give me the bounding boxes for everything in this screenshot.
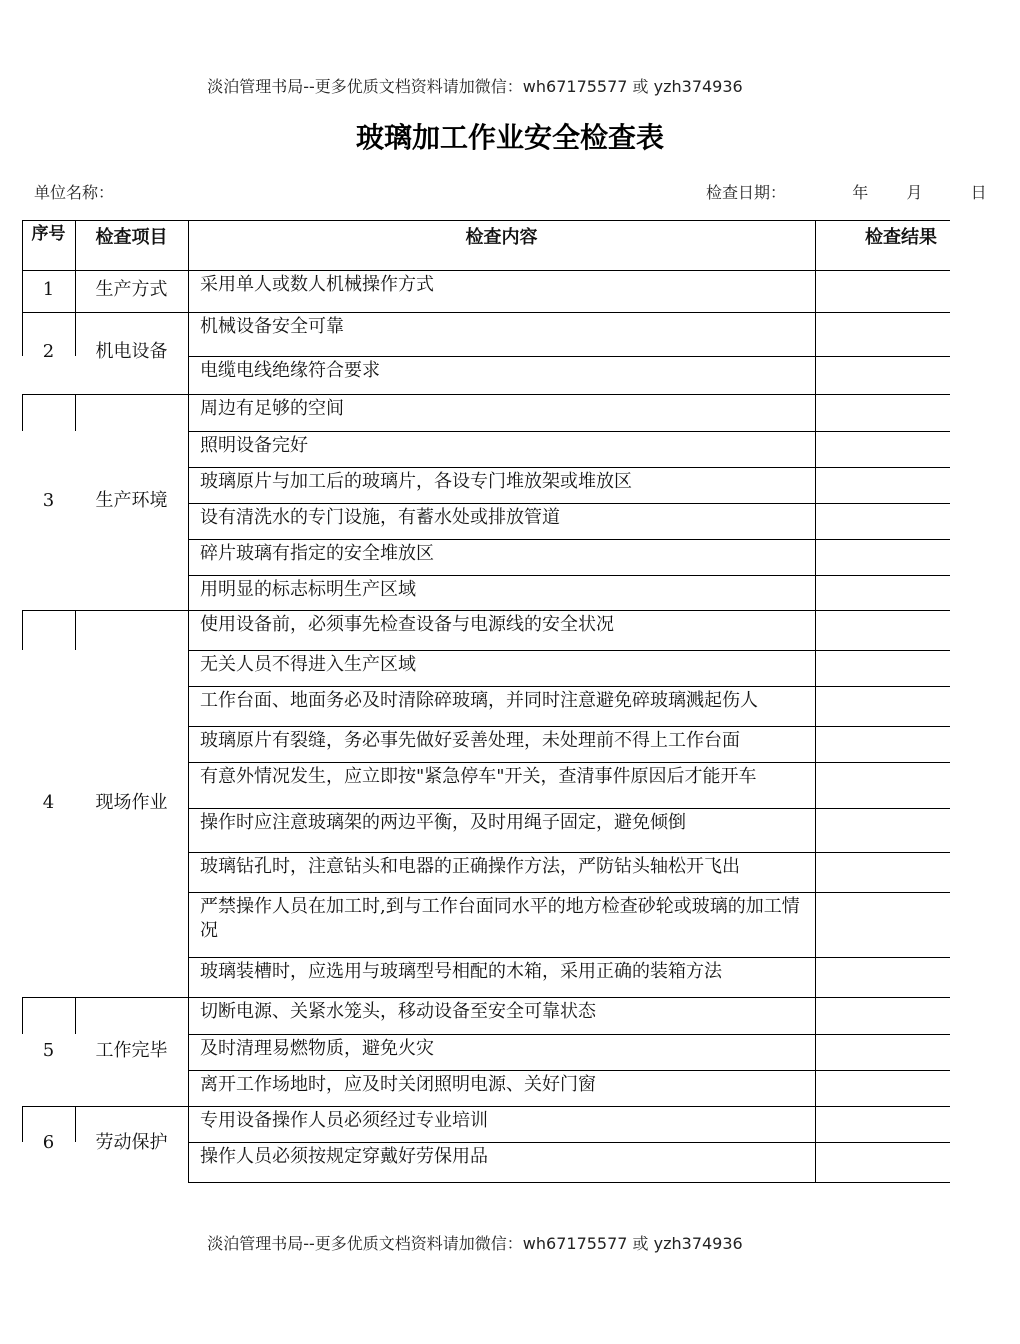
unit-name-label: 单位名称： — [34, 183, 115, 202]
result-cell[interactable] — [817, 998, 950, 1034]
result-cell[interactable] — [817, 504, 950, 539]
date-month: 月 — [906, 183, 923, 202]
group-left-border — [22, 997, 23, 1034]
check-content: 玻璃原片与加工后的玻璃片，各设专门堆放架或堆放区 — [200, 471, 632, 492]
row-number: 6 — [42, 1132, 55, 1153]
result-cell[interactable] — [817, 313, 950, 356]
result-cell[interactable] — [817, 853, 950, 892]
inspection-date — [706, 180, 987, 203]
inspection-item: 生产环境 — [95, 490, 168, 511]
header-result: 检查结果 — [865, 227, 937, 248]
group-left-border — [22, 610, 23, 650]
group-top-border — [22, 610, 188, 611]
check-content: 离开工作场地时，应及时关闭照明电源、关好门窗 — [200, 1074, 596, 1095]
result-cell[interactable] — [817, 763, 950, 808]
result-cell[interactable] — [817, 576, 950, 610]
inspection-item: 生产方式 — [95, 279, 168, 300]
result-cell[interactable] — [817, 540, 950, 575]
result-cell[interactable] — [817, 1035, 950, 1070]
inspection-item: 机电设备 — [95, 341, 168, 362]
group-left-border — [75, 610, 76, 650]
check-content: 玻璃钻孔时，注意钻头和电器的正确操作方法，严防钻头轴松开飞出 — [200, 856, 740, 877]
result-cell[interactable] — [817, 651, 950, 686]
result-cell[interactable] — [817, 893, 950, 957]
check-content: 用明显的标志标明生产区域 — [200, 579, 416, 600]
row-number: 2 — [42, 341, 55, 362]
check-content: 机械设备安全可靠 — [200, 316, 344, 337]
row-number: 1 — [42, 279, 55, 300]
result-cell[interactable] — [817, 809, 950, 852]
result-cell[interactable] — [817, 1107, 950, 1142]
check-content: 采用单人或数人机械操作方式 — [200, 274, 434, 295]
check-content: 电缆电线绝缘符合要求 — [200, 360, 380, 381]
group-top-border — [22, 312, 188, 313]
date-label: 检查日期： — [706, 183, 787, 202]
group-top-border — [22, 1106, 188, 1107]
check-content: 无关人员不得进入生产区域 — [200, 654, 416, 675]
check-content: 设有清洗水的专门设施，有蓄水处或排放管道 — [200, 507, 560, 528]
row-number: 4 — [42, 791, 55, 813]
date-year: 年 — [852, 183, 869, 202]
inspection-item: 劳动保护 — [95, 1132, 168, 1153]
check-content: 严禁操作人员在加工时,到与工作台面同水平的地方检查砂轮或玻璃的加工情况 — [200, 896, 800, 941]
result-cell[interactable] — [817, 395, 950, 431]
result-cell[interactable] — [817, 432, 950, 467]
group-left-border — [22, 394, 23, 431]
check-content: 专用设备操作人员必须经过专业培训 — [200, 1110, 488, 1131]
check-content: 及时清理易燃物质，避免火灾 — [200, 1038, 434, 1059]
result-cell[interactable] — [817, 727, 950, 762]
check-content: 使用设备前，必须事先检查设备与电源线的安全状况 — [200, 614, 614, 635]
result-cell[interactable] — [817, 271, 950, 312]
page-title: 玻璃加工作业安全检查表 — [355, 121, 664, 154]
header-watermark-note: 淡泊管理书局--更多优质文档资料请加微信：wh67175577 或 yzh374936 — [207, 77, 743, 96]
header-no: 序号 — [31, 224, 66, 244]
header-divider — [815, 220, 816, 270]
check-content: 切断电源、关紧水笼头，移动设备至安全可靠状态 — [200, 1001, 596, 1022]
table-top-border — [22, 220, 950, 221]
check-content: 有意外情况发生，应立即按"紧急停车"开关，查清事件原因后才能开车 — [200, 766, 757, 787]
group-left-border — [75, 394, 76, 431]
check-content: 玻璃原片有裂缝，务必事先做好妥善处理，未处理前不得上工作台面 — [200, 730, 740, 751]
group-top-border — [22, 997, 188, 998]
result-cell[interactable] — [817, 958, 950, 997]
check-content: 周边有足够的空间 — [200, 398, 344, 419]
row-number: 3 — [42, 490, 55, 511]
check-content: 工作台面、地面务必及时清除碎玻璃，并同时注意避免碎玻璃溅起伤人 — [200, 690, 758, 711]
group-top-border — [22, 394, 188, 395]
footer-watermark-note: 淡泊管理书局--更多优质文档资料请加微信：wh67175577 或 yzh374936 — [207, 1234, 743, 1253]
result-cell[interactable] — [817, 611, 950, 650]
table-bottom-border — [188, 1182, 950, 1183]
inspection-item: 现场作业 — [95, 791, 168, 813]
inspection-item: 工作完毕 — [95, 1039, 168, 1061]
result-cell[interactable] — [817, 1143, 950, 1182]
result-cell[interactable] — [817, 468, 950, 503]
group-left-border — [75, 997, 76, 1034]
date-day: 日 — [970, 183, 987, 202]
check-content: 碎片玻璃有指定的安全堆放区 — [200, 543, 434, 564]
check-content: 操作时应注意玻璃架的两边平衡，及时用绳子固定，避免倾倒 — [200, 812, 686, 833]
header-item: 检查项目 — [95, 227, 168, 248]
result-cell[interactable] — [817, 1071, 950, 1106]
header-content: 检查内容 — [465, 227, 538, 248]
result-cell[interactable] — [817, 357, 950, 394]
group-top-border — [22, 270, 188, 271]
check-content: 照明设备完好 — [200, 435, 308, 456]
result-cell[interactable] — [817, 687, 950, 726]
row-number: 5 — [42, 1039, 55, 1061]
check-content: 玻璃装槽时，应选用与玻璃型号相配的木箱，采用正确的装箱方法 — [200, 961, 722, 982]
check-content: 操作人员必须按规定穿戴好劳保用品 — [200, 1146, 488, 1167]
